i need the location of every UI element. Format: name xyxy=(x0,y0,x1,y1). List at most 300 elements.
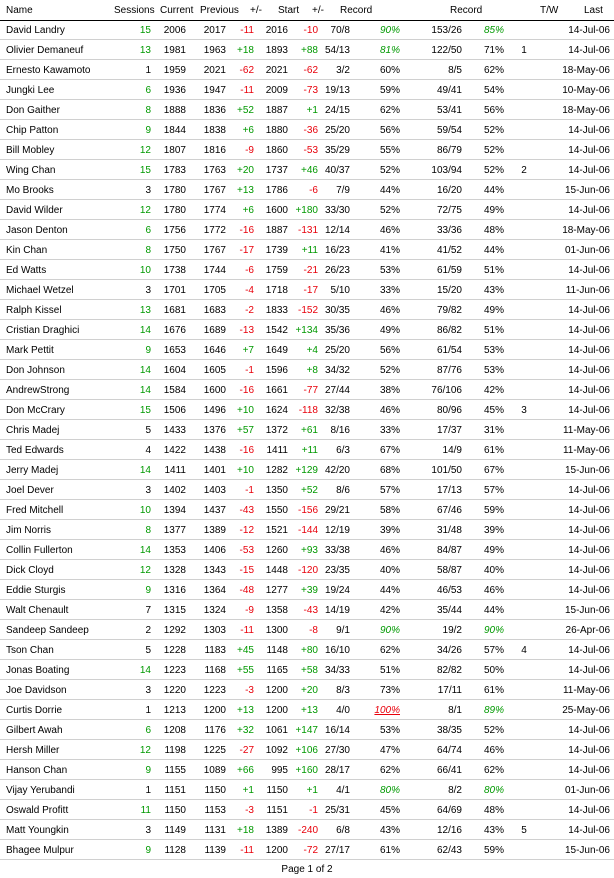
cell-previous: 1763 xyxy=(203,165,226,176)
cell-tw xyxy=(514,65,534,77)
table-row xyxy=(0,520,614,540)
cell-pm1: +45 xyxy=(237,645,254,656)
cell-record: 29/21 xyxy=(324,505,350,516)
cell-start: 1661 xyxy=(265,385,288,396)
cell-pct: 45% xyxy=(379,805,400,816)
cell-pct: 46% xyxy=(379,405,400,416)
cell-start: 1372 xyxy=(265,425,288,436)
cell-tw xyxy=(514,265,534,277)
cell-previous: 1774 xyxy=(203,205,226,216)
cell-pm2: +46 xyxy=(301,165,318,176)
cell-last: 14-Jul-06 xyxy=(568,325,610,336)
cell-sessions: 14 xyxy=(139,665,151,676)
cell-start: 1624 xyxy=(265,405,288,416)
cell-pm2: +11 xyxy=(301,445,318,456)
table-row xyxy=(0,400,614,420)
cell-last: 26-Apr-06 xyxy=(565,625,610,636)
cell-pm1: +66 xyxy=(237,765,254,776)
cell-pm1: -17 xyxy=(239,245,254,256)
cell-pm2: -131 xyxy=(297,225,318,236)
cell-record2: 34/26 xyxy=(436,645,462,656)
cell-record2: 86/82 xyxy=(436,325,462,336)
cell-tw xyxy=(514,765,534,777)
cell-tw xyxy=(514,145,534,157)
cell-pct2: 59% xyxy=(483,505,504,516)
cell-name: Kin Chan xyxy=(6,245,48,256)
cell-previous: 1225 xyxy=(203,745,226,756)
cell-pct: 60% xyxy=(379,65,400,76)
cell-sessions: 6 xyxy=(145,725,151,736)
header-record-2: Record xyxy=(450,5,483,16)
cell-pm1: -15 xyxy=(239,565,254,576)
cell-previous: 1767 xyxy=(203,245,226,256)
table-row xyxy=(0,660,614,680)
cell-name: Jason Denton xyxy=(6,225,68,236)
cell-current: 1701 xyxy=(163,285,186,296)
cell-record2: 15/20 xyxy=(436,285,462,296)
cell-current: 1150 xyxy=(164,805,186,816)
cell-name: Ralph Kissel xyxy=(6,305,62,316)
cell-record: 40/37 xyxy=(324,165,350,176)
cell-tw xyxy=(514,205,534,217)
cell-last: 14-Jul-06 xyxy=(568,45,610,56)
cell-pm2: -240 xyxy=(297,825,318,836)
cell-pct2: 39% xyxy=(483,525,504,536)
cell-tw xyxy=(514,505,534,517)
cell-pct2: 61% xyxy=(483,445,504,456)
cell-last: 11-May-06 xyxy=(562,445,610,456)
table-row xyxy=(0,260,614,280)
cell-pct2: 49% xyxy=(483,305,504,316)
cell-name: Eddie Sturgis xyxy=(6,585,66,596)
cell-last: 14-Jul-06 xyxy=(568,385,610,396)
cell-pm2: +106 xyxy=(295,745,318,756)
cell-start: 995 xyxy=(271,765,288,776)
cell-last: 14-Jul-06 xyxy=(568,205,610,216)
cell-record2: 17/11 xyxy=(437,685,462,696)
cell-current: 1155 xyxy=(164,765,186,776)
cell-pm2: -73 xyxy=(303,85,318,96)
cell-start: 1260 xyxy=(265,545,288,556)
table-row xyxy=(0,560,614,580)
cell-previous: 1600 xyxy=(203,385,226,396)
cell-pct2: 43% xyxy=(483,825,504,836)
cell-previous: 1324 xyxy=(203,605,226,616)
cell-last: 15-Jun-06 xyxy=(564,605,610,616)
cell-last: 14-Jul-06 xyxy=(568,525,610,536)
cell-sessions: 9 xyxy=(145,765,151,776)
cell-name: Vijay Yerubandi xyxy=(6,785,75,796)
cell-pm2: +1 xyxy=(306,105,318,116)
cell-current: 1433 xyxy=(163,425,186,436)
cell-current: 1228 xyxy=(163,645,186,656)
cell-pct2: 42% xyxy=(483,385,504,396)
cell-pct2: 52% xyxy=(483,165,504,176)
cell-record: 33/30 xyxy=(324,205,350,216)
cell-pct2: 59% xyxy=(483,845,504,856)
cell-current: 1844 xyxy=(163,125,186,136)
table-row xyxy=(0,800,614,820)
table-row xyxy=(0,820,614,840)
cell-sessions: 6 xyxy=(145,85,151,96)
cell-current: 1959 xyxy=(163,65,186,76)
table-row xyxy=(0,20,614,40)
cell-pm1: +52 xyxy=(237,105,254,116)
cell-pm2: +4 xyxy=(306,345,318,356)
cell-start: 2021 xyxy=(265,65,288,76)
cell-current: 1750 xyxy=(163,245,186,256)
table-row xyxy=(0,700,614,720)
cell-pm1: -6 xyxy=(245,265,254,276)
cell-pct2: 57% xyxy=(483,485,504,496)
cell-pct: 52% xyxy=(379,205,400,216)
cell-tw xyxy=(514,705,534,717)
cell-tw xyxy=(514,845,534,857)
cell-previous: 1183 xyxy=(204,645,226,656)
cell-pct: 44% xyxy=(379,585,400,596)
cell-start: 1358 xyxy=(265,605,288,616)
cell-record: 16/10 xyxy=(324,645,350,656)
table-row xyxy=(0,360,614,380)
cell-record: 3/2 xyxy=(336,65,350,76)
cell-pm2: -77 xyxy=(303,385,318,396)
cell-previous: 1772 xyxy=(203,225,226,236)
cell-record: 33/38 xyxy=(324,545,350,556)
cell-pct: 47% xyxy=(379,745,400,756)
cell-current: 1151 xyxy=(164,785,186,796)
cell-record2: 61/59 xyxy=(436,265,462,276)
table-row xyxy=(0,780,614,800)
cell-start: 1739 xyxy=(265,245,288,256)
cell-pct: 62% xyxy=(379,105,400,116)
cell-name: Ed Watts xyxy=(6,265,47,276)
table-row xyxy=(0,620,614,640)
table-row xyxy=(0,500,614,520)
cell-last: 01-Jun-06 xyxy=(564,785,610,796)
cell-pm2: -21 xyxy=(303,265,318,276)
cell-pm2: -62 xyxy=(303,65,318,76)
table-row xyxy=(0,540,614,560)
cell-start: 1893 xyxy=(265,45,288,56)
cell-pm2: +180 xyxy=(295,205,318,216)
cell-tw xyxy=(514,465,534,477)
cell-record2: 8/1 xyxy=(448,705,462,716)
cell-pm1: -16 xyxy=(239,385,254,396)
cell-pct2: 48% xyxy=(483,805,504,816)
cell-start: 1759 xyxy=(265,265,288,276)
cell-start: 1718 xyxy=(265,285,288,296)
cell-sessions: 7 xyxy=(145,605,151,616)
cell-current: 1756 xyxy=(163,225,186,236)
cell-previous: 1744 xyxy=(203,265,226,276)
cell-current: 1377 xyxy=(163,525,186,536)
cell-sessions: 1 xyxy=(145,705,151,716)
cell-pct2: 61% xyxy=(483,685,504,696)
cell-pm2: +20 xyxy=(301,685,318,696)
table-row xyxy=(0,580,614,600)
cell-tw xyxy=(514,665,534,677)
cell-pct: 33% xyxy=(379,425,400,436)
cell-sessions: 4 xyxy=(145,445,151,456)
cell-tw xyxy=(514,225,534,237)
cell-previous: 1131 xyxy=(204,825,226,836)
cell-previous: 2021 xyxy=(203,65,226,76)
table-row xyxy=(0,420,614,440)
cell-previous: 1836 xyxy=(203,105,226,116)
cell-pct: 58% xyxy=(379,505,400,516)
cell-tw xyxy=(514,745,534,757)
cell-last: 14-Jul-06 xyxy=(568,725,610,736)
cell-record2: 41/52 xyxy=(436,245,462,256)
cell-record2: 62/43 xyxy=(436,845,462,856)
cell-pm2: +13 xyxy=(301,705,318,716)
cell-tw xyxy=(514,85,534,97)
cell-name: Mo Brooks xyxy=(6,185,54,196)
cell-previous: 1496 xyxy=(203,405,226,416)
cell-pct: 62% xyxy=(379,645,400,656)
cell-record: 8/3 xyxy=(336,685,350,696)
cell-start: 1600 xyxy=(265,205,288,216)
cell-name: Hanson Chan xyxy=(6,765,68,776)
cell-start: 1092 xyxy=(265,745,288,756)
cell-previous: 1406 xyxy=(203,545,226,556)
cell-pct2: 45% xyxy=(483,405,504,416)
cell-last: 14-Jul-06 xyxy=(568,365,610,376)
cell-tw xyxy=(514,565,534,577)
cell-tw xyxy=(514,25,534,37)
cell-record: 32/38 xyxy=(324,405,350,416)
cell-pct2: 62% xyxy=(483,765,504,776)
cell-previous: 1153 xyxy=(204,805,226,816)
table-row xyxy=(0,80,614,100)
cell-name: Ted Edwards xyxy=(6,445,64,456)
cell-current: 1208 xyxy=(163,725,186,736)
cell-tw: 3 xyxy=(521,405,527,416)
cell-pct: 33% xyxy=(379,285,400,296)
cell-sessions: 12 xyxy=(139,205,151,216)
cell-pm2: +61 xyxy=(301,425,318,436)
cell-previous: 1139 xyxy=(204,845,226,856)
table-row xyxy=(0,740,614,760)
cell-pct2: 31% xyxy=(483,425,504,436)
cell-current: 1220 xyxy=(163,685,186,696)
cell-record2: 103/94 xyxy=(431,165,462,176)
cell-record2: 14/9 xyxy=(442,445,462,456)
cell-record2: 33/36 xyxy=(436,225,462,236)
cell-name: Jerry Madej xyxy=(6,465,59,476)
cell-pm1: +6 xyxy=(242,205,254,216)
cell-pm1: +10 xyxy=(237,465,254,476)
cell-pct: 52% xyxy=(379,365,400,376)
cell-previous: 1437 xyxy=(203,505,226,516)
cell-sessions: 9 xyxy=(145,345,151,356)
cell-last: 14-Jul-06 xyxy=(568,485,610,496)
cell-sessions: 13 xyxy=(139,305,151,316)
cell-pct2: 53% xyxy=(483,365,504,376)
cell-pm1: -53 xyxy=(239,545,254,556)
cell-pct2: 44% xyxy=(483,185,504,196)
cell-last: 14-Jul-06 xyxy=(568,125,610,136)
cell-name: Cristian Draghici xyxy=(6,325,80,336)
cell-current: 1394 xyxy=(163,505,186,516)
cell-previous: 1705 xyxy=(203,285,226,296)
cell-pct: 40% xyxy=(379,565,400,576)
cell-name: Hersh Miller xyxy=(6,745,60,756)
cell-previous: 2017 xyxy=(203,25,226,36)
cell-start: 1200 xyxy=(265,685,288,696)
cell-pct2: 40% xyxy=(483,565,504,576)
cell-current: 1780 xyxy=(163,185,186,196)
cell-tw xyxy=(514,525,534,537)
cell-record: 9/1 xyxy=(336,625,350,636)
table-row xyxy=(0,120,614,140)
cell-start: 1200 xyxy=(265,845,288,856)
cell-pct2: 56% xyxy=(483,105,504,116)
table-row xyxy=(0,280,614,300)
cell-pct2: 90% xyxy=(483,625,504,636)
cell-record2: 12/16 xyxy=(436,825,462,836)
cell-current: 1506 xyxy=(163,405,186,416)
cell-tw xyxy=(514,725,534,737)
cell-start: 1542 xyxy=(265,325,288,336)
cell-current: 1604 xyxy=(163,365,186,376)
cell-sessions: 14 xyxy=(139,365,151,376)
cell-pm2: -36 xyxy=(303,125,318,136)
cell-pct2: 43% xyxy=(483,285,504,296)
cell-record: 4/0 xyxy=(336,705,350,716)
cell-record2: 58/87 xyxy=(436,565,462,576)
cell-last: 15-Jun-06 xyxy=(564,185,610,196)
cell-pct: 57% xyxy=(379,485,400,496)
cell-current: 1402 xyxy=(163,485,186,496)
cell-pm1: -11 xyxy=(240,845,254,856)
cell-name: Ernesto Kawamoto xyxy=(6,65,91,76)
cell-last: 14-Jul-06 xyxy=(568,545,610,556)
cell-last: 01-Jun-06 xyxy=(564,245,610,256)
cell-previous: 1438 xyxy=(203,445,226,456)
cell-current: 1653 xyxy=(163,345,186,356)
cell-last: 14-Jul-06 xyxy=(568,265,610,276)
cell-tw xyxy=(514,325,534,337)
cell-last: 14-Jul-06 xyxy=(568,405,610,416)
cell-sessions: 3 xyxy=(145,285,151,296)
cell-current: 2006 xyxy=(163,25,186,36)
cell-record: 25/20 xyxy=(324,345,350,356)
cell-record2: 17/13 xyxy=(436,485,462,496)
cell-tw: 5 xyxy=(521,825,527,836)
cell-name: Bill Mobley xyxy=(6,145,55,156)
cell-record: 19/24 xyxy=(324,585,350,596)
cell-current: 1807 xyxy=(163,145,186,156)
cell-name: Chris Madej xyxy=(6,425,60,436)
cell-record: 54/13 xyxy=(324,45,350,56)
cell-start: 1596 xyxy=(265,365,288,376)
cell-pct2: 89% xyxy=(483,705,504,716)
cell-record: 25/20 xyxy=(324,125,350,136)
cell-pct2: 57% xyxy=(483,645,504,656)
cell-current: 1353 xyxy=(163,545,186,556)
cell-start: 2016 xyxy=(265,25,288,36)
cell-pm1: -16 xyxy=(239,445,254,456)
cell-last: 25-May-06 xyxy=(562,705,610,716)
cell-pct2: 62% xyxy=(483,65,504,76)
cell-name: AndrewStrong xyxy=(6,385,70,396)
cell-name: Mark Pettit xyxy=(6,345,54,356)
cell-record2: 16/20 xyxy=(436,185,462,196)
cell-current: 1292 xyxy=(163,625,186,636)
cell-last: 14-Jul-06 xyxy=(568,645,610,656)
cell-name: Oswald Profitt xyxy=(6,805,69,816)
cell-pm1: +18 xyxy=(237,825,254,836)
cell-current: 1328 xyxy=(163,565,186,576)
cell-current: 1676 xyxy=(163,325,186,336)
cell-sessions: 12 xyxy=(139,145,151,156)
cell-start: 1521 xyxy=(265,525,288,536)
cell-previous: 1168 xyxy=(204,665,226,676)
cell-tw: 1 xyxy=(521,45,527,56)
cell-name: Jungki Lee xyxy=(6,85,55,96)
cell-last: 18-May-06 xyxy=(562,105,610,116)
cell-previous: 1963 xyxy=(203,45,226,56)
cell-record: 7/9 xyxy=(336,185,350,196)
cell-start: 2009 xyxy=(265,85,288,96)
cell-pct: 68% xyxy=(379,465,400,476)
header-sessions: Sessions xyxy=(114,5,155,16)
cell-pct2: 44% xyxy=(483,605,504,616)
cell-record: 16/23 xyxy=(324,245,350,256)
cell-name: Curtis Dorrie xyxy=(6,705,63,716)
cell-pm1: +10 xyxy=(237,405,254,416)
cell-pm2: +39 xyxy=(301,585,318,596)
cell-record: 6/8 xyxy=(336,825,350,836)
cell-name: David Landry xyxy=(6,25,65,36)
cell-pct: 41% xyxy=(379,245,400,256)
cell-tw xyxy=(514,385,534,397)
cell-pm2: -118 xyxy=(298,405,318,416)
cell-pct2: 50% xyxy=(483,665,504,676)
cell-pm2: +80 xyxy=(301,645,318,656)
cell-record2: 76/106 xyxy=(431,385,462,396)
cell-name: Walt Chenault xyxy=(6,605,69,616)
cell-sessions: 11 xyxy=(140,805,151,816)
table-row xyxy=(0,340,614,360)
cell-record: 16/14 xyxy=(324,725,350,736)
cell-pm1: -16 xyxy=(239,225,254,236)
cell-record: 6/3 xyxy=(336,445,350,456)
cell-tw xyxy=(514,785,534,797)
cell-last: 15-Jun-06 xyxy=(564,465,610,476)
cell-sessions: 14 xyxy=(139,325,151,336)
table-row xyxy=(0,640,614,660)
cell-record2: 19/2 xyxy=(442,625,462,636)
cell-sessions: 6 xyxy=(145,225,151,236)
cell-previous: 1767 xyxy=(203,185,226,196)
cell-last: 14-Jul-06 xyxy=(568,745,610,756)
cell-current: 1128 xyxy=(164,845,186,856)
cell-start: 1165 xyxy=(266,665,288,676)
cell-pm1: -3 xyxy=(245,805,254,816)
cell-sessions: 5 xyxy=(145,645,151,656)
cell-sessions: 14 xyxy=(139,385,151,396)
cell-pm2: +129 xyxy=(295,465,318,476)
cell-sessions: 3 xyxy=(145,685,151,696)
cell-previous: 1683 xyxy=(203,305,226,316)
cell-record2: 153/26 xyxy=(431,25,462,36)
cell-pct: 52% xyxy=(379,165,400,176)
cell-last: 10-May-06 xyxy=(562,85,610,96)
cell-start: 1200 xyxy=(265,705,288,716)
cell-last: 14-Jul-06 xyxy=(568,165,610,176)
